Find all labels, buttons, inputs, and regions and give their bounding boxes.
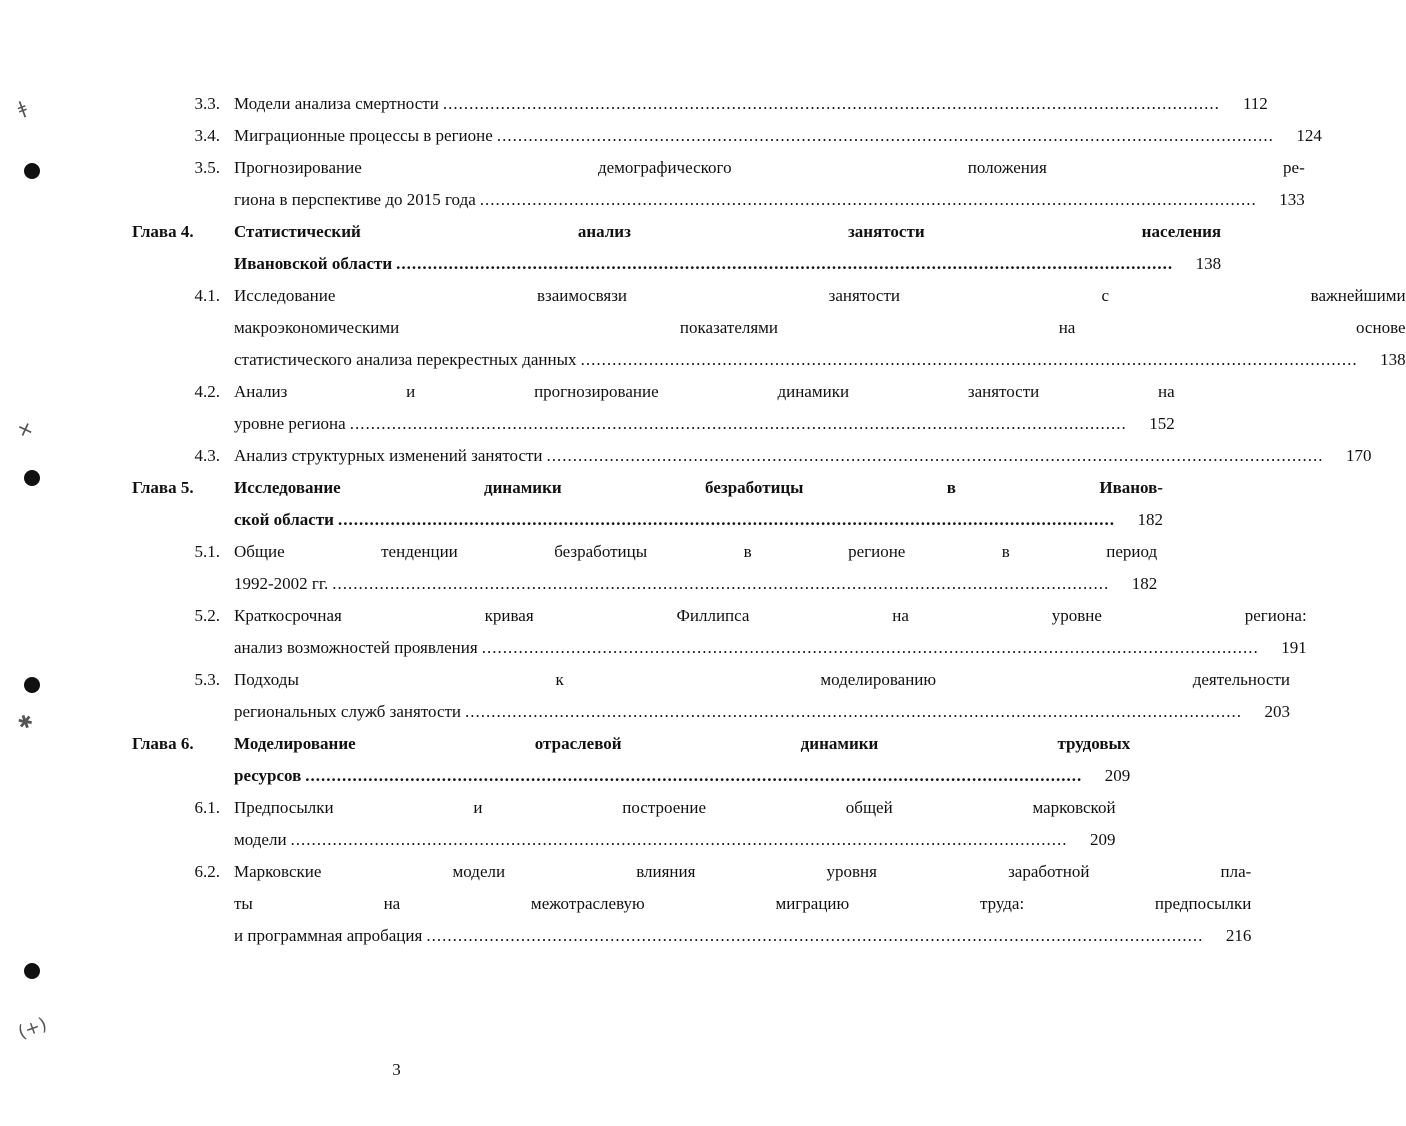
toc-title-line: гиона в перспективе до 2015 года <box>234 190 476 209</box>
toc-entry-number: 5.1. <box>194 542 220 561</box>
toc-title-line: региональных служб занятости <box>234 702 462 721</box>
toc-title-line: Прогнозирование демографического положения ре- <box>234 158 1305 177</box>
toc-section <box>120 88 1268 120</box>
toc-entry-number: 6.2. <box>194 862 220 881</box>
toc-entry-number: 5.3. <box>194 670 220 689</box>
toc-page-number: 138 <box>1195 254 1222 273</box>
toc-page-number: 133 <box>1279 190 1305 209</box>
toc-entry-number: 5.2. <box>194 606 220 625</box>
toc-entry-title <box>230 376 1175 440</box>
toc-page-number: 203 <box>1264 702 1291 721</box>
toc-section <box>120 280 1406 376</box>
toc-page-number: 152 <box>1149 414 1175 433</box>
dot-leader <box>465 696 1242 728</box>
toc-entry-number: 3.3. <box>194 94 220 113</box>
dot-leader <box>305 760 1082 792</box>
toc-chapter <box>120 728 1131 792</box>
toc-title-line: Исследование взаимосвязи занятости с важнейшими <box>234 286 1406 305</box>
toc-title-line: ты на межотраслевую миграцию труда: предпосылки <box>234 894 1252 913</box>
toc-title-line: Анализ структурных изменений занятости <box>234 446 543 465</box>
toc-section <box>120 152 1305 216</box>
toc-title-line: Исследование динамики безработицы в Иванов- <box>234 478 1163 497</box>
toc-entry-number: Глава 5. <box>132 478 194 497</box>
toc-entry-title <box>230 120 1322 152</box>
toc-title-line: 1992-2002 гг. <box>234 574 329 593</box>
toc-entry-number: Глава 6. <box>132 734 194 753</box>
toc-entry-title <box>230 88 1268 120</box>
toc-page-number: 216 <box>1225 926 1252 945</box>
toc-section <box>120 600 1307 664</box>
toc-title-line: Миграционные процессы в регионе <box>234 126 493 145</box>
dot-leader <box>291 824 1068 856</box>
toc-title-line: Ивановской области <box>234 254 393 273</box>
toc-title-line: Подходы к моделированию деятельности <box>234 670 1291 689</box>
toc-entry-title <box>230 664 1290 728</box>
toc-entry-number: 4.3. <box>194 446 220 465</box>
dot-leader <box>547 440 1324 472</box>
binder-hole <box>24 470 40 486</box>
toc-section <box>120 856 1252 952</box>
binder-hole <box>24 677 40 693</box>
toc-page-number: 209 <box>1090 830 1116 849</box>
toc-title-line: Общие тенденции безработицы в регионе в период <box>234 542 1158 561</box>
toc-title-line: анализ возможностей проявления <box>234 638 478 657</box>
toc-chapter <box>120 216 1222 280</box>
dot-leader <box>332 568 1109 600</box>
handwritten-mark: ✕ <box>14 418 37 443</box>
toc-title-line: модели <box>234 830 287 849</box>
toc-page-number: 209 <box>1104 766 1131 785</box>
dot-leader <box>396 248 1173 280</box>
toc-page-number: 182 <box>1137 510 1163 529</box>
toc-title-line: Марковские модели влияния уровня заработной пла- <box>234 862 1252 881</box>
toc-title-line: Краткосрочная кривая Филлипса на уровне региона: <box>234 606 1307 625</box>
dot-leader <box>482 632 1259 664</box>
toc-entry-number: 3.4. <box>194 126 220 145</box>
toc-section <box>120 376 1175 440</box>
toc-chapter <box>120 472 1163 536</box>
toc-entry-title <box>230 440 1372 472</box>
toc-page-number: 182 <box>1131 574 1158 593</box>
handwritten-mark: ǂ <box>14 97 30 120</box>
toc-title-line: ской области <box>234 510 334 529</box>
toc-page-number: 112 <box>1242 94 1268 113</box>
toc-title-line: Статистический анализ занятости населения <box>234 222 1222 241</box>
toc-entry-title <box>230 600 1307 664</box>
toc-section <box>120 120 1322 152</box>
page-number: 3 <box>392 1060 401 1079</box>
toc-title-line: Предпосылки и построение общей марковской <box>234 798 1116 817</box>
dot-leader <box>350 408 1127 440</box>
binder-hole <box>24 963 40 979</box>
toc-entry-title <box>230 536 1157 600</box>
toc-title-line: макроэкономическими показателями на основе <box>234 318 1406 337</box>
toc-entry-number: 4.1. <box>194 286 220 305</box>
toc-section <box>120 792 1116 856</box>
table-of-contents <box>120 88 1406 952</box>
toc-entry-title <box>230 216 1221 280</box>
toc-title-line: Модели анализа смертности <box>234 94 439 113</box>
toc-section <box>120 536 1158 600</box>
toc-entry-number: 4.2. <box>194 382 220 401</box>
toc-title-line: уровне региона <box>234 414 346 433</box>
toc-title-line: ресурсов <box>234 766 302 785</box>
toc-title-line: статистического анализа перекрестных данных <box>234 350 577 369</box>
binder-hole <box>24 163 40 179</box>
toc-title-line: Моделирование отраслевой динамики трудовых <box>234 734 1131 753</box>
toc-page-number: 191 <box>1281 638 1307 657</box>
toc-entry-number: Глава 4. <box>132 222 194 241</box>
toc-entry-number: 6.1. <box>194 798 220 817</box>
dot-leader <box>480 184 1257 216</box>
toc-title-line: Анализ и прогнозирование динамики занятости на <box>234 382 1175 401</box>
toc-entry-title <box>230 472 1163 536</box>
toc-entry-title <box>230 280 1406 376</box>
toc-entry-title <box>230 728 1130 792</box>
dot-leader <box>497 120 1274 152</box>
toc-entry-number: 3.5. <box>194 158 220 177</box>
dot-leader <box>581 344 1358 376</box>
dot-leader <box>338 504 1115 536</box>
toc-entry-title <box>230 152 1305 216</box>
toc-entry-title <box>230 792 1116 856</box>
toc-section <box>120 664 1291 728</box>
toc-page-number: 138 <box>1380 350 1406 369</box>
dot-leader <box>443 88 1220 120</box>
toc-entry-title <box>230 856 1251 952</box>
toc-title-line: и программная апробация <box>234 926 423 945</box>
toc-page-number: 170 <box>1346 446 1372 465</box>
dot-leader <box>426 920 1203 952</box>
handwritten-mark: (+) <box>15 1013 50 1044</box>
toc-section <box>120 440 1372 472</box>
handwritten-mark: ✱ <box>14 710 37 735</box>
toc-page-number: 124 <box>1296 126 1322 145</box>
